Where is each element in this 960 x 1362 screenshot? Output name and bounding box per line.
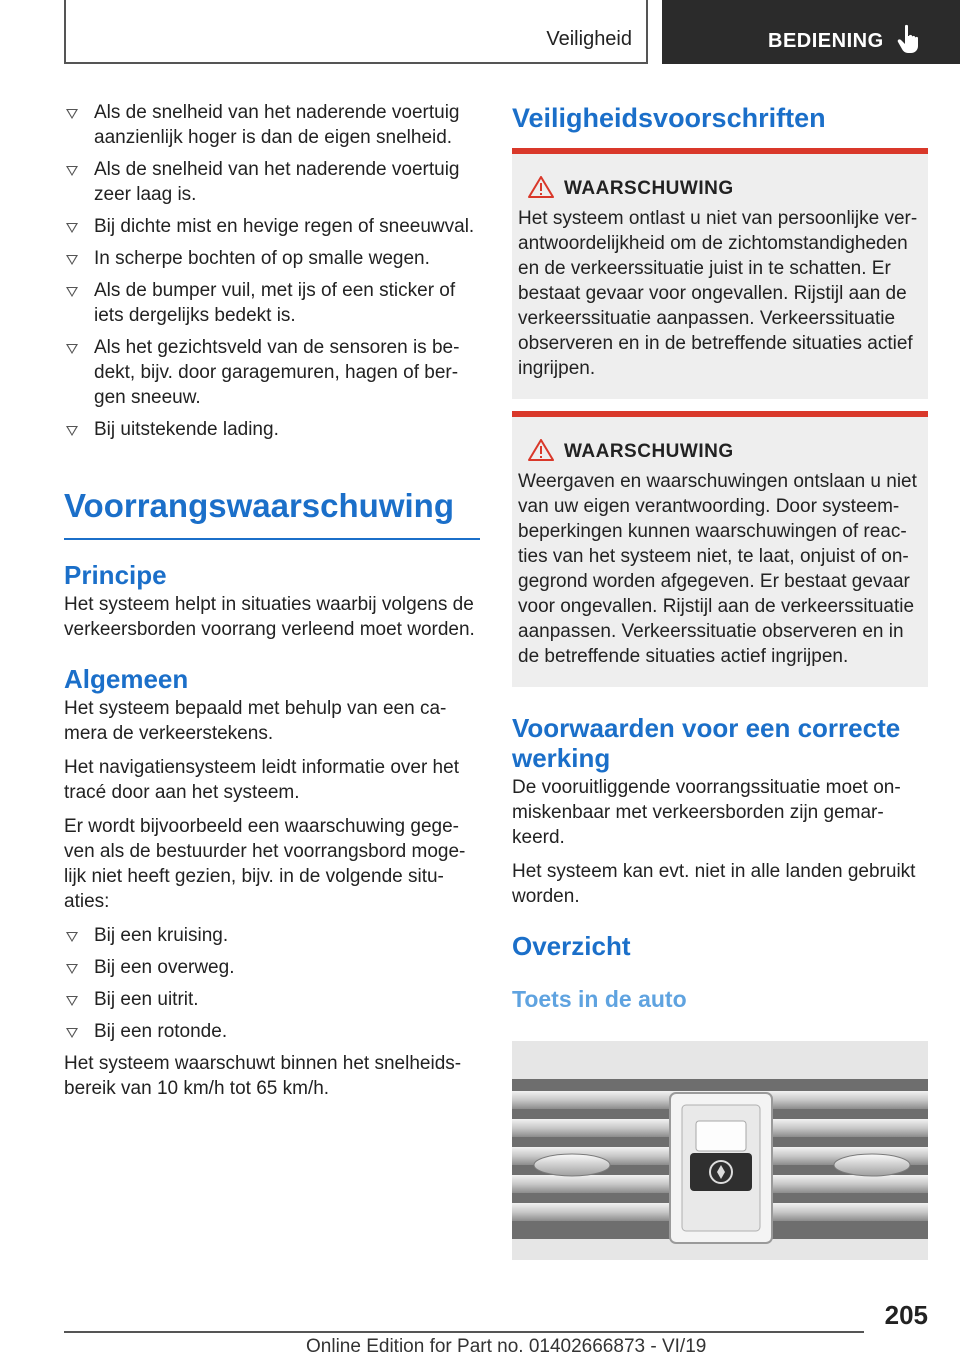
list-item: Bij een uitrit.	[64, 987, 480, 1012]
list-item: Als de bumper vuil, met ijs of een sticker of iets dergelijks bedekt is.	[64, 278, 480, 328]
list-item: Bij een rotonde.	[64, 1019, 480, 1044]
pointing-hand-icon	[896, 24, 922, 54]
conditions-paragraph-2: Het systeem kan evt. niet in alle landen gebruikt worden.	[512, 861, 916, 907]
triangle-bullet-icon	[66, 964, 78, 974]
list-item: In scherpe bochten of op smalle wegen.	[64, 246, 480, 271]
list-item: Bij uitstekende lading.	[64, 417, 480, 442]
bullet-list-situations	[64, 923, 480, 1044]
general-heading: Algemeen	[64, 664, 189, 694]
general-paragraph-2: Het navigatiensysteem leidt informatie over het tracé door aan het systeem.	[64, 757, 459, 803]
header-section-label: Veiligheid	[546, 28, 632, 50]
bullet-list-top	[64, 100, 480, 442]
triangle-bullet-icon	[66, 1028, 78, 1038]
general-paragraph-3: Er wordt bijvoorbeeld een waarschuwing gege-ven als de bestuurder het voorrangsbord moge-lijk niet heeft gezien, bijv. in de volgende situ-aties:	[64, 816, 466, 912]
header-section-box	[64, 0, 648, 64]
warning-box-2	[512, 411, 928, 687]
footer-edition: Online Edition for Part no. 01402666873 - VI/19	[306, 1336, 707, 1357]
warning-text: Weergaven en waarschuwingen ontslaan u niet van uw eigen verantwoording. Door systeem-beperkingen kunnen waarschuwingen of reac-ties van het systeem niet, te laat, onjuist of on-gegrond worden afgegeven. Er bestaat gevaar voor ongevallen. Rijstijl aan de verkeerssituatie aanpassen. Verkeerssituatie observeren en in de betreffende situaties actief ingrijpen.	[518, 471, 917, 667]
triangle-bullet-icon	[66, 223, 78, 233]
warning-header	[518, 439, 922, 463]
warning-header	[518, 176, 922, 200]
header-chapter-label: BEDIENING	[768, 30, 884, 52]
closing-text: Het systeem waarschuwt binnen het snelheids-bereik van 10 km/h tot 65 km/h.	[64, 1053, 462, 1099]
header-chapter-tab	[662, 0, 960, 64]
principle-text: Het systeem helpt in situaties waarbij volgens de verkeersborden voorrang verleend moet worden.	[64, 594, 475, 640]
car-button-photo	[512, 1041, 928, 1260]
warning-text: Het systeem ontlast u niet van persoonlijke ver-antwoordelijkheid om de zichtomstandigheden en de verkeerssituatie juist in te schatten. Er bestaat gevaar voor ongevallen. Rijstijl aan de verkeerssituatie aanpassen. Verkeerssituatie observeren en in de betreffende situaties actief ingrijpen.	[518, 208, 918, 379]
list-item: Als de snelheid van het naderende voertuig aanzienlijk hoger is dan de eigen snelheid.	[64, 100, 480, 150]
page-number: 205	[884, 1300, 928, 1330]
list-item: Bij een overweg.	[64, 955, 480, 980]
left-column	[64, 100, 480, 1110]
general-paragraph-1: Het systeem bepaald met behulp van een ca-mera de verkeerstekens.	[64, 698, 447, 744]
warning-label: WAARSCHUWING	[564, 178, 734, 199]
warning-label: WAARSCHUWING	[564, 441, 734, 462]
list-item: Bij dichte mist en hevige regen of sneeuwval.	[64, 214, 480, 239]
triangle-bullet-icon	[66, 109, 78, 119]
triangle-bullet-icon	[66, 996, 78, 1006]
list-item: Als de snelheid van het naderende voertuig zeer laag is.	[64, 157, 480, 207]
list-item: Bij een kruising.	[64, 923, 480, 948]
conditions-heading: Voorwaarden voor een correcte werking	[512, 713, 901, 773]
warning-triangle-icon	[528, 176, 554, 198]
right-column	[512, 100, 928, 1013]
warning-box-1	[512, 148, 928, 399]
principle-heading: Principe	[64, 560, 167, 590]
triangle-bullet-icon	[66, 426, 78, 436]
section-title: Voorrangswaarschuwing	[64, 486, 480, 540]
button-heading: Toets in de auto	[512, 986, 687, 1012]
overview-heading: Overzicht	[512, 931, 631, 961]
triangle-bullet-icon	[66, 344, 78, 354]
triangle-bullet-icon	[66, 287, 78, 297]
safety-title: Veiligheidsvoorschriften	[512, 103, 826, 133]
footer-divider	[64, 1331, 864, 1333]
list-item: Als het gezichtsveld van de sensoren is be-dekt, bijv. door garagemuren, hagen of ber-gen sneeuw.	[64, 335, 480, 410]
vent-with-button-illustration	[512, 1041, 928, 1260]
triangle-bullet-icon	[66, 166, 78, 176]
warning-triangle-icon	[528, 439, 554, 461]
triangle-bullet-icon	[66, 255, 78, 265]
triangle-bullet-icon	[66, 932, 78, 942]
conditions-paragraph-1: De vooruitliggende voorrangssituatie moet on-miskenbaar met verkeersborden zijn gemar-keerd.	[512, 777, 901, 848]
